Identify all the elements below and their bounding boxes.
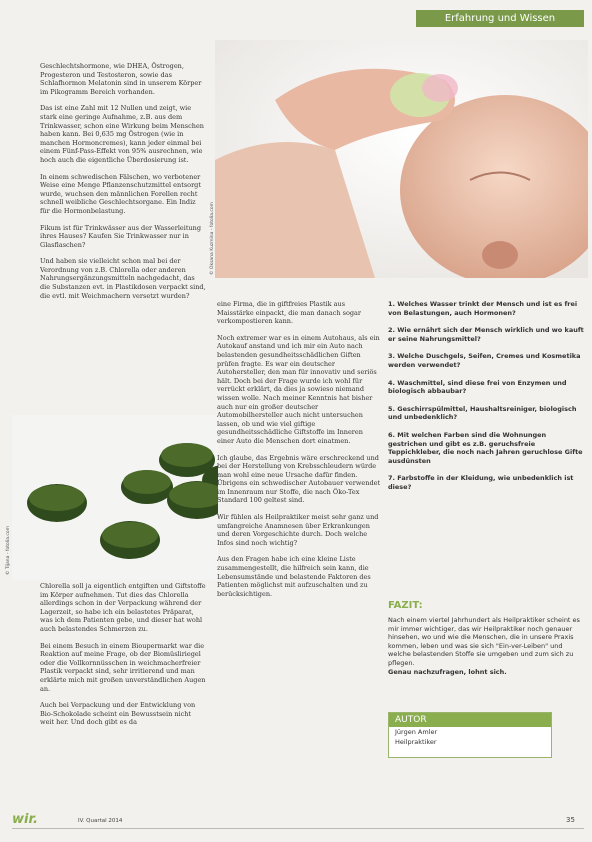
question-item: 7. Farbstoffe in der Kleidung, wie unbedenklich ist diese? [388,474,574,491]
paragraph: Bei einem Besuch in einem Bioupermarkt war die Reaktion auf meine Frage, ob der Biomüsliriegel oder die Vollkornnüsschen in weichmacherfreier Plastik verpackt sind, sehr irritierend und man erklärte mich mit großen unverständlichen Augen an. [40,641,206,693]
author-name: Jürgen Amler [395,728,438,736]
paragraph: eine Firma, die in giftfreies Plastik aus Maisstärke einpackt, die man danach sogar verkompostieren kann. [217,300,362,326]
column-1-upper [40,62,206,308]
paragraph: Und haben sie vielleicht schon mal bei der Verordnung von z.B. Chlorella oder anderen Nahrungsergänzungsmitteln nachgedacht, das die Substanzen evt. in Plastikdosen verpackt sind, die evtl. mit Weichmachern versetzt wurden? [40,257,206,300]
fazit-heading: FAZIT: [388,600,423,611]
author-title: Heilpraktiker [395,738,437,746]
issue-label: IV. Quartal 2014 [78,818,123,824]
fazit-conclusion: Genau nachzufragen, lohnt sich. [388,667,507,676]
paragraph: Geschlechtshormone, wie DHEA, Östrogen, Progesteron und Testosteron, sowie das Schlafhormon Melatonin sind in unserem Körper im Pikogramm Bereich vorhanden. [40,62,202,96]
footer-divider [12,828,584,829]
baby-photo-illustration [215,40,588,278]
photo-credit-pills: © Tijana - fotolia.com [6,525,11,575]
question-item: 1. Welches Wasser trinkt der Mensch und ist es frei von Belastungen, auch Hormonen? [388,300,578,317]
paragraph: In einem schwedischen Fälschen, wo verbotener Weise eine Menge Pflanzenschutzmittel entsorgt wurde, wuchsen den männlichen Forellen recht schnell weibliche Geschlechtsorgane. Ein Indiz für die Hormonbelastung. [40,172,201,215]
pills-photo [12,415,218,580]
paragraph: Wir fühlen als Heilpraktiker meist sehr ganz und umfangreiche Anamnesen über Erkrankungen und deren Vorgeschichte durch. Doch welche Infos sind noch wichtig? [217,513,379,547]
pills-illustration [12,415,218,580]
paragraph: Aus den Fragen habe ich eine kleine Liste zusammengestellt, die hilfreich sein kann, die Lebensumstände und belastende Faktoren des Patienten möglichst mit aufzuschalten und zu berücksichtigen. [217,555,371,598]
question-list [388,300,584,501]
column-1-lower [40,582,206,735]
fazit-body: Nach einem viertel Jahrhundert als Heilpraktiker scheint es mir immer wichtiger, das wir Heilpraktiker noch genauer hinsehen, wo und wie die Menschen, die in unsere Praxis kommen, leben und was sie sich "Ein-ver-Leiben" und welche belastenden Stoffe sie umgeben und zum sich zu pflegen. [388,616,580,667]
magazine-logo: wir. [12,812,38,827]
section-header: Erfahrung und Wissen [416,10,584,27]
paragraph: Ich glaube, das Ergebnis wäre erschreckend und bei der Herstellung von Krebsschleudern würde man wohl eine neue Ursache dafür finden. Übrigens ein schwedischer Autobauer verwendet im Innenraum nur Stoffe, die nach Öko-Tex Standard 100 geltest sind. [217,453,381,505]
question-item: 2. Wie ernährt sich der Mensch wirklich und wo kauft er seine Nahrungsmittel? [388,326,584,343]
photo-credit-baby: © Oksana Kuzmina - fotolia.com [210,201,215,275]
paragraph: Chlorella soll ja eigentlich entgiften und Giftstoffe im Körper aufnehmen. Tut dies das Chlorella allerdings schon in der Verpackung während der Lagerzeit, so habe ich ein belastetes Präparat, was ich dem Patienten gebe, und dieser hat wohl auch belastendes Schmerzen zu. [40,582,206,633]
page-number: 35 [566,816,575,824]
paragraph: Fikum ist für Trinkwässer aus der Wasserleitung ihres Hauses? Kaufen Sie Trinkwasser nur in Glasflaschen? [40,223,201,249]
author-box [388,712,552,758]
question-item: 5. Geschirrspülmittel, Haushaltsreiniger, biologisch und unbedenklich? [388,404,577,422]
paragraph: Das ist eine Zahl mit 12 Nullen und zeigt, wie stark eine geringe Aufnahme, z.B. aus dem Trinkwasser, schon eine Wirkung beim Menschen haben kann. Bei 0,635 mg Östrogen (wie in manchen Hormoncremes), kann jeder einmal bei einem Fünf-Pass-Effekt von 95% ausrechnen, wie hoch auch die eigentliche Überdosierung ist. [40,104,204,164]
author-heading: AUTOR [389,713,551,727]
question-item: 4. Waschmittel, sind diese frei von Enzymen und biologisch abbaubar? [388,378,567,396]
paragraph: Auch bei Verpackung und der Entwicklung von Bio-Schokolade scheint ein Bewusstsein nicht weit her. Und doch gibt es da [40,701,196,727]
column-2 [217,300,381,606]
baby-photo [215,40,588,278]
question-item: 3. Welche Duschgels, Seifen, Cremes und Kosmetika werden verwendet? [388,352,581,369]
fazit-text [388,616,584,676]
paragraph: Noch extremer war es in einem Autohaus, als ein Autokauf anstand und ich mir ein Auto nach belastenden gesundheitsschädlichen Giften prüfen fragte. Es war ein deutscher Autohersteller, den man für innovativ und seriös hält. Doch bei der Frage wurde ich wohl für verrückt erklärt, da dies ja sowieso niemand wissen wolle. Nach meiner Kenntnis hat bisher auch nur ein großer deutscher Automobilhersteller auch nicht untersuchen lassen, ob und wie viel giftige gesundheitsschädliche Giftstoffe im Inneren einer Auto die Menschen dort einatmen. [217,333,380,445]
question-item: 6. Mit welchen Farben sind die Wohnungen gestrichen und gibt es z.B. geruchsfreie Teppichkleber, die noch nach Jahren geruchlose Gifte ausdünsten [388,430,583,465]
